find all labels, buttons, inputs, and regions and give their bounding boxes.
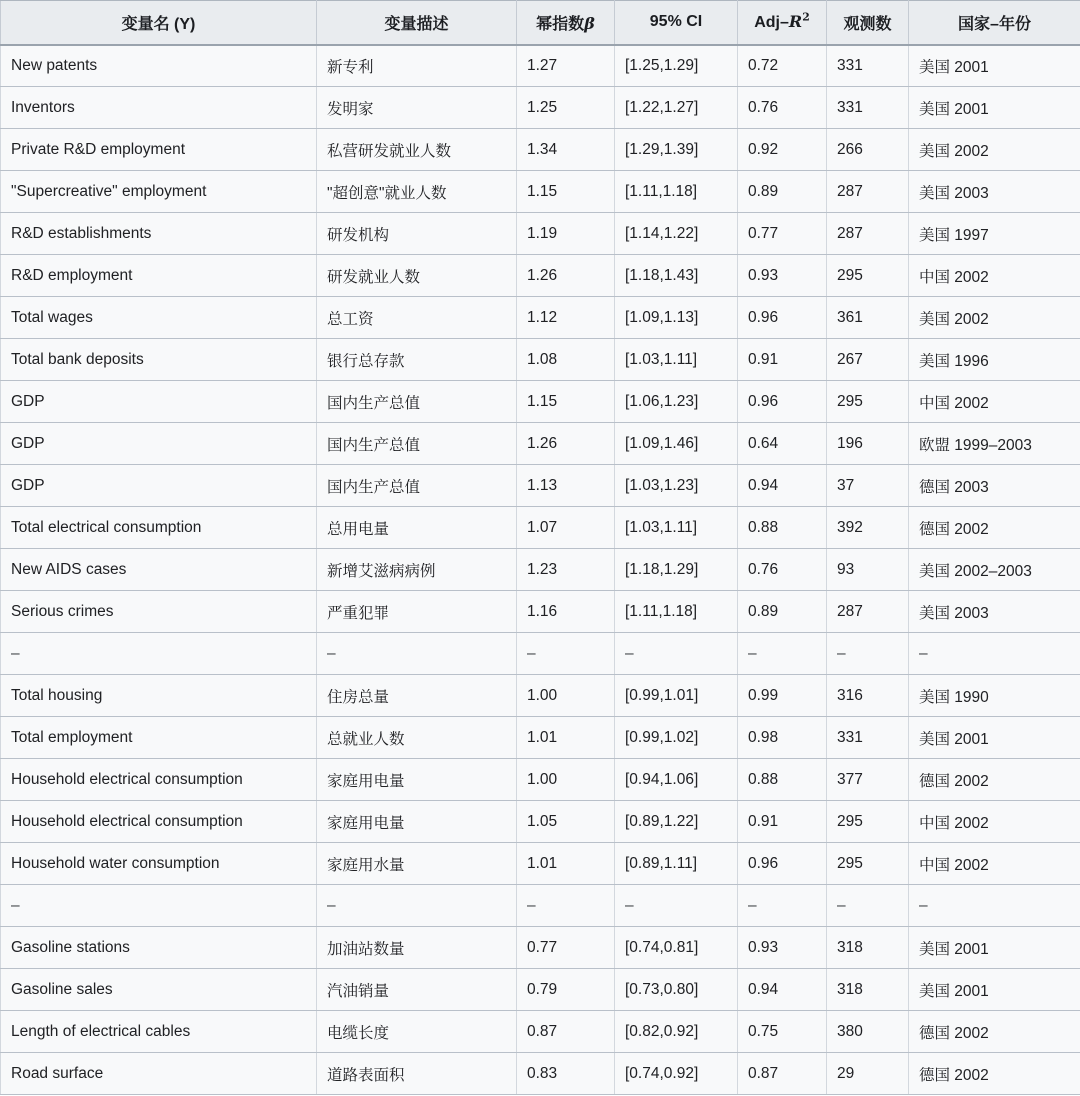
- cell-ci: [1.06,1.23]: [615, 381, 738, 423]
- cell-beta: 1.00: [517, 759, 615, 801]
- cell-ci: [1.11,1.18]: [615, 171, 738, 213]
- cell-variable: Total wages: [1, 297, 317, 339]
- table-body: [1, 45, 1080, 1095]
- cell-country-year: 德国 2002: [909, 1011, 1080, 1053]
- cell-variable: –: [1, 633, 317, 675]
- cell-country-year: 美国 2002: [909, 129, 1080, 171]
- cell-country-year: –: [909, 633, 1080, 675]
- cell-obs: 331: [827, 717, 909, 759]
- cell-ci: [0.89,1.11]: [615, 843, 738, 885]
- cell-beta: 1.26: [517, 423, 615, 465]
- cell-obs: 331: [827, 45, 909, 87]
- cell-country-year: 美国 1990: [909, 675, 1080, 717]
- cell-adj-r2: 0.64: [738, 423, 827, 465]
- cell-ci: –: [615, 885, 738, 927]
- table-separator-row: [1, 885, 1080, 927]
- cell-beta: 1.00: [517, 675, 615, 717]
- cell-adj-r2: 0.91: [738, 801, 827, 843]
- cell-beta: 1.13: [517, 465, 615, 507]
- cell-country-year: 美国 2001: [909, 717, 1080, 759]
- cell-description: 总工资: [317, 297, 517, 339]
- table-row: [1, 1053, 1080, 1095]
- cell-ci: [0.99,1.02]: [615, 717, 738, 759]
- cell-beta: 1.34: [517, 129, 615, 171]
- col-variable-name: [1, 1, 317, 45]
- cell-beta: 1.01: [517, 717, 615, 759]
- cell-obs: 331: [827, 87, 909, 129]
- table-row: [1, 255, 1080, 297]
- col-country-year: [909, 1, 1080, 45]
- cell-adj-r2: 0.89: [738, 591, 827, 633]
- cell-description: 总就业人数: [317, 717, 517, 759]
- cell-country-year: 美国 2002: [909, 297, 1080, 339]
- cell-ci: [1.09,1.13]: [615, 297, 738, 339]
- table-row: [1, 339, 1080, 381]
- cell-ci: [1.22,1.27]: [615, 87, 738, 129]
- cell-variable: Length of electrical cables: [1, 1011, 317, 1053]
- cell-beta: 0.79: [517, 969, 615, 1011]
- table-row: [1, 927, 1080, 969]
- cell-adj-r2: 0.93: [738, 255, 827, 297]
- cell-adj-r2: 0.92: [738, 129, 827, 171]
- cell-obs: 37: [827, 465, 909, 507]
- r-symbol: [789, 12, 810, 31]
- cell-variable: GDP: [1, 465, 317, 507]
- table-row: [1, 675, 1080, 717]
- cell-description: 私营研发就业人数: [317, 129, 517, 171]
- col-confidence-interval-label: 95% CI: [649, 13, 703, 31]
- cell-variable: Gasoline sales: [1, 969, 317, 1011]
- cell-adj-r2: –: [738, 885, 827, 927]
- cell-beta: 1.25: [517, 87, 615, 129]
- table-row: [1, 549, 1080, 591]
- r-letter: R: [788, 12, 803, 32]
- cell-obs: 295: [827, 381, 909, 423]
- cell-country-year: 美国 1996: [909, 339, 1080, 381]
- cell-ci: [0.74,0.92]: [615, 1053, 738, 1095]
- cell-ci: [1.03,1.11]: [615, 339, 738, 381]
- cell-description: 家庭用水量: [317, 843, 517, 885]
- table-row: [1, 759, 1080, 801]
- cell-beta: 1.12: [517, 297, 615, 339]
- cell-obs: –: [827, 885, 909, 927]
- cell-ci: [0.73,0.80]: [615, 969, 738, 1011]
- cell-obs: 361: [827, 297, 909, 339]
- cell-obs: 380: [827, 1011, 909, 1053]
- cell-obs: 29: [827, 1053, 909, 1095]
- cell-adj-r2: 0.72: [738, 45, 827, 87]
- cell-country-year: 德国 2002: [909, 759, 1080, 801]
- cell-variable: Household electrical consumption: [1, 801, 317, 843]
- cell-ci: –: [615, 633, 738, 675]
- table-row: [1, 381, 1080, 423]
- cell-variable: Household electrical consumption: [1, 759, 317, 801]
- cell-description: 家庭用电量: [317, 801, 517, 843]
- cell-obs: 267: [827, 339, 909, 381]
- cell-adj-r2: 0.94: [738, 969, 827, 1011]
- table-row: [1, 423, 1080, 465]
- cell-country-year: 中国 2002: [909, 801, 1080, 843]
- cell-description: 国内生产总值: [317, 381, 517, 423]
- cell-country-year: 美国 2001: [909, 87, 1080, 129]
- cell-variable: New patents: [1, 45, 317, 87]
- cell-beta: 1.05: [517, 801, 615, 843]
- col-exponent-beta-label: 幂指数: [536, 15, 585, 33]
- cell-ci: [0.82,0.92]: [615, 1011, 738, 1053]
- cell-ci: [1.18,1.29]: [615, 549, 738, 591]
- cell-variable: Road surface: [1, 1053, 317, 1095]
- table-header: [1, 1, 1080, 45]
- table-separator-row: [1, 633, 1080, 675]
- cell-ci: [0.94,1.06]: [615, 759, 738, 801]
- col-variable-description-label: 变量描述: [384, 15, 449, 33]
- cell-description: 国内生产总值: [317, 423, 517, 465]
- cell-beta: 1.01: [517, 843, 615, 885]
- cell-country-year: 美国 2002–2003: [909, 549, 1080, 591]
- cell-beta: 0.87: [517, 1011, 615, 1053]
- cell-description: 银行总存款: [317, 339, 517, 381]
- cell-adj-r2: 0.77: [738, 213, 827, 255]
- cell-description: 家庭用电量: [317, 759, 517, 801]
- cell-ci: [1.14,1.22]: [615, 213, 738, 255]
- cell-description: 汽油销量: [317, 969, 517, 1011]
- col-country-year-label: 国家–年份: [958, 15, 1031, 33]
- cell-description: 电缆长度: [317, 1011, 517, 1053]
- cell-ci: [0.74,0.81]: [615, 927, 738, 969]
- cell-beta: 1.07: [517, 507, 615, 549]
- cell-beta: –: [517, 633, 615, 675]
- cell-description: 住房总量: [317, 675, 517, 717]
- cell-description: 发明家: [317, 87, 517, 129]
- cell-adj-r2: 0.87: [738, 1053, 827, 1095]
- table-row: [1, 717, 1080, 759]
- cell-obs: –: [827, 633, 909, 675]
- cell-description: –: [317, 885, 517, 927]
- cell-description: 道路表面积: [317, 1053, 517, 1095]
- table-row: [1, 591, 1080, 633]
- cell-adj-r2: 0.75: [738, 1011, 827, 1053]
- cell-ci: [1.18,1.43]: [615, 255, 738, 297]
- cell-obs: 318: [827, 927, 909, 969]
- cell-adj-r2: –: [738, 633, 827, 675]
- cell-country-year: 美国 2001: [909, 969, 1080, 1011]
- cell-obs: 196: [827, 423, 909, 465]
- cell-variable: R&D establishments: [1, 213, 317, 255]
- cell-ci: [0.89,1.22]: [615, 801, 738, 843]
- cell-description: 总用电量: [317, 507, 517, 549]
- cell-variable: New AIDS cases: [1, 549, 317, 591]
- table-row: [1, 843, 1080, 885]
- table-row: [1, 465, 1080, 507]
- cell-variable: Inventors: [1, 87, 317, 129]
- cell-ci: [1.03,1.23]: [615, 465, 738, 507]
- r-exponent: 2: [802, 10, 810, 24]
- cell-obs: 377: [827, 759, 909, 801]
- cell-country-year: 美国 2003: [909, 591, 1080, 633]
- cell-variable: Total electrical consumption: [1, 507, 317, 549]
- cell-variable: Total housing: [1, 675, 317, 717]
- cell-adj-r2: 0.96: [738, 843, 827, 885]
- cell-description: 严重犯罪: [317, 591, 517, 633]
- cell-beta: 1.15: [517, 171, 615, 213]
- table-row: [1, 45, 1080, 87]
- cell-ci: [1.29,1.39]: [615, 129, 738, 171]
- cell-country-year: 中国 2002: [909, 381, 1080, 423]
- cell-beta: 1.23: [517, 549, 615, 591]
- table-row: [1, 213, 1080, 255]
- cell-obs: 287: [827, 591, 909, 633]
- cell-country-year: 欧盟 1999–2003: [909, 423, 1080, 465]
- cell-ci: [1.11,1.18]: [615, 591, 738, 633]
- cell-obs: 93: [827, 549, 909, 591]
- table-row: [1, 171, 1080, 213]
- cell-variable: Gasoline stations: [1, 927, 317, 969]
- cell-variable: Serious crimes: [1, 591, 317, 633]
- cell-description: "超创意"就业人数: [317, 171, 517, 213]
- cell-variable: GDP: [1, 423, 317, 465]
- cell-variable: Total employment: [1, 717, 317, 759]
- cell-beta: 1.15: [517, 381, 615, 423]
- table-row: [1, 87, 1080, 129]
- table-row: [1, 507, 1080, 549]
- beta-symbol: β: [584, 13, 595, 33]
- table-header-row: [1, 1, 1080, 45]
- cell-obs: 287: [827, 171, 909, 213]
- cell-adj-r2: 0.93: [738, 927, 827, 969]
- cell-obs: 287: [827, 213, 909, 255]
- cell-obs: 316: [827, 675, 909, 717]
- cell-description: –: [317, 633, 517, 675]
- col-variable-name-label: 变量名 (Y): [121, 15, 196, 33]
- cell-beta: 1.26: [517, 255, 615, 297]
- cell-country-year: 德国 2003: [909, 465, 1080, 507]
- cell-country-year: –: [909, 885, 1080, 927]
- cell-description: 研发就业人数: [317, 255, 517, 297]
- col-observations: [827, 1, 909, 45]
- cell-obs: 295: [827, 801, 909, 843]
- cell-adj-r2: 0.88: [738, 507, 827, 549]
- cell-adj-r2: 0.76: [738, 549, 827, 591]
- cell-country-year: 美国 2003: [909, 171, 1080, 213]
- cell-description: 研发机构: [317, 213, 517, 255]
- cell-adj-r2: 0.96: [738, 297, 827, 339]
- col-observations-label: 观测数: [843, 15, 892, 33]
- cell-adj-r2: 0.91: [738, 339, 827, 381]
- cell-obs: 266: [827, 129, 909, 171]
- cell-adj-r2: 0.94: [738, 465, 827, 507]
- table-row: [1, 969, 1080, 1011]
- cell-beta: 0.83: [517, 1053, 615, 1095]
- col-confidence-interval: [615, 1, 738, 45]
- cell-description: 国内生产总值: [317, 465, 517, 507]
- cell-ci: [0.99,1.01]: [615, 675, 738, 717]
- cell-country-year: 美国 2001: [909, 927, 1080, 969]
- cell-country-year: 美国 1997: [909, 213, 1080, 255]
- cell-adj-r2: 0.76: [738, 87, 827, 129]
- cell-obs: 318: [827, 969, 909, 1011]
- cell-beta: 1.16: [517, 591, 615, 633]
- col-exponent-beta: [517, 1, 615, 45]
- cell-adj-r2: 0.88: [738, 759, 827, 801]
- table-row: [1, 297, 1080, 339]
- cell-variable: Total bank deposits: [1, 339, 317, 381]
- cell-adj-r2: 0.89: [738, 171, 827, 213]
- cell-description: 新专利: [317, 45, 517, 87]
- cell-country-year: 中国 2002: [909, 843, 1080, 885]
- cell-obs: 295: [827, 843, 909, 885]
- cell-variable: –: [1, 885, 317, 927]
- cell-country-year: 德国 2002: [909, 1053, 1080, 1095]
- col-adjusted-r-squared: [738, 1, 827, 45]
- cell-adj-r2: 0.96: [738, 381, 827, 423]
- cell-adj-r2: 0.98: [738, 717, 827, 759]
- cell-variable: GDP: [1, 381, 317, 423]
- cell-country-year: 德国 2002: [909, 507, 1080, 549]
- cell-obs: 392: [827, 507, 909, 549]
- cell-obs: 295: [827, 255, 909, 297]
- cell-description: 新增艾滋病病例: [317, 549, 517, 591]
- cell-country-year: 美国 2001: [909, 45, 1080, 87]
- table-row: [1, 1011, 1080, 1053]
- table-row: [1, 801, 1080, 843]
- cell-variable: "Supercreative" employment: [1, 171, 317, 213]
- cell-variable: R&D employment: [1, 255, 317, 297]
- cell-ci: [1.25,1.29]: [615, 45, 738, 87]
- cell-variable: Household water consumption: [1, 843, 317, 885]
- cell-ci: [1.09,1.46]: [615, 423, 738, 465]
- cell-beta: 1.08: [517, 339, 615, 381]
- cell-country-year: 中国 2002: [909, 255, 1080, 297]
- table-row: [1, 129, 1080, 171]
- cell-beta: 1.19: [517, 213, 615, 255]
- cell-beta: 1.27: [517, 45, 615, 87]
- cell-description: 加油站数量: [317, 927, 517, 969]
- cell-beta: 0.77: [517, 927, 615, 969]
- col-variable-description: [317, 1, 517, 45]
- cell-variable: Private R&D employment: [1, 129, 317, 171]
- cell-beta: –: [517, 885, 615, 927]
- cell-adj-r2: 0.99: [738, 675, 827, 717]
- col-adjusted-r-squared-label: Adj–: [754, 14, 789, 32]
- cell-ci: [1.03,1.11]: [615, 507, 738, 549]
